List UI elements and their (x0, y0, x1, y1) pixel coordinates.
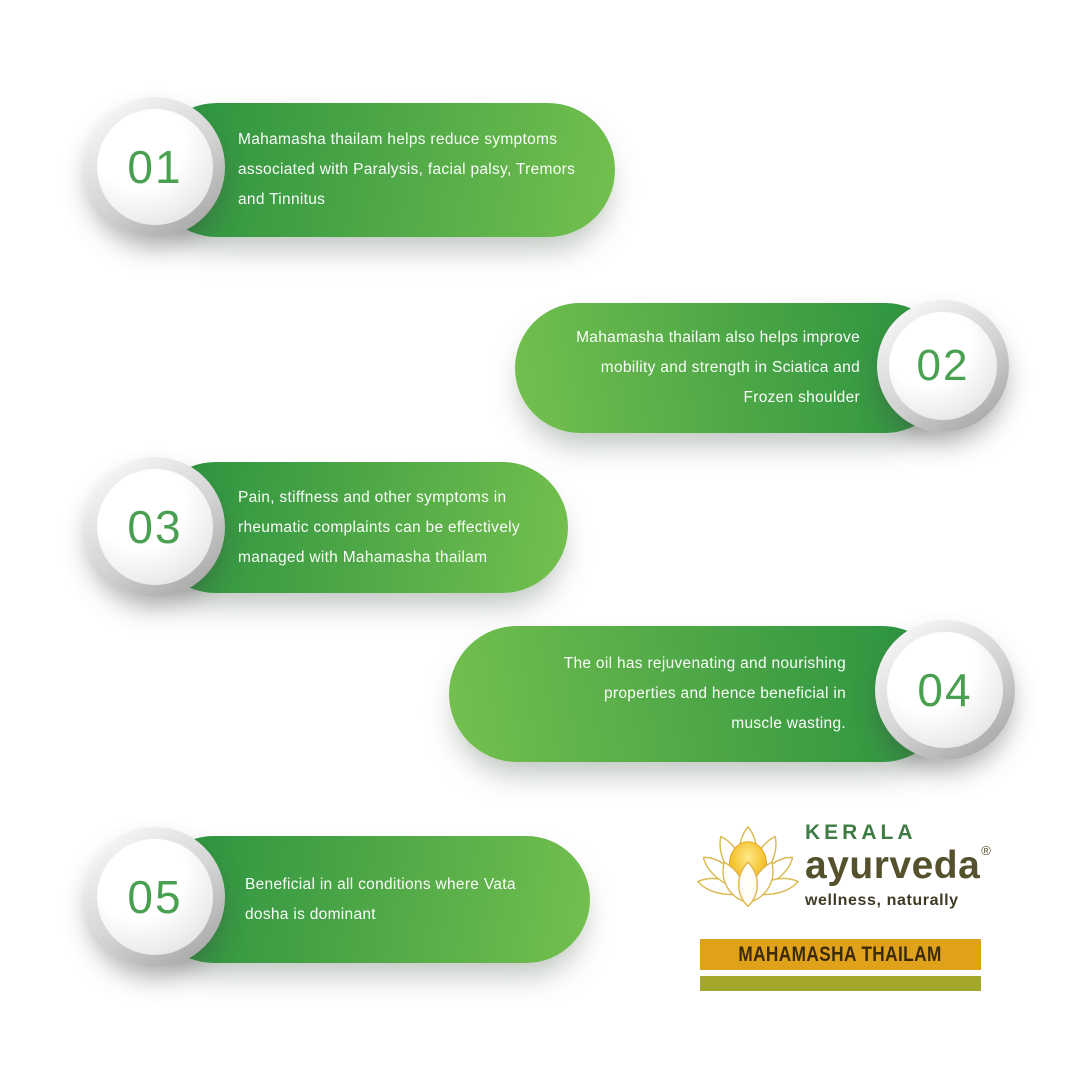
product-name-label: MAHAMASHA THAILAM (738, 942, 943, 966)
lotus-icon (695, 815, 801, 927)
brand-text-block (805, 821, 990, 910)
benefit-text-line: and Tinnitus (238, 191, 326, 208)
benefit-text-line: Frozen shoulder (743, 389, 860, 406)
registered-trademark-symbol: ® (981, 843, 992, 858)
brand-name-kerala: KERALA (805, 821, 917, 844)
benefit-number-badge-5 (85, 827, 225, 967)
benefit-number: 05 (97, 839, 213, 955)
benefit-number: 01 (97, 109, 213, 225)
benefit-text-line: Pain, stiffness and other symptoms in (238, 488, 507, 506)
benefit-text-line: properties and hence beneficial in (604, 685, 846, 702)
benefit-number-badge-1 (85, 97, 225, 237)
brand-tagline: wellness, naturally (805, 892, 959, 909)
benefit-text-line: rheumatic complaints can be effectively (238, 518, 520, 536)
benefit-text-line: Beneficial in all conditions where Vata (245, 875, 516, 893)
benefit-number: 04 (887, 632, 1003, 748)
benefit-number-badge-4 (875, 620, 1015, 760)
benefit-text-line: associated with Paralysis, facial palsy, Tremors (238, 161, 576, 178)
benefit-text-line: dosha is dominant (245, 905, 376, 923)
benefit-number: 02 (889, 312, 997, 420)
benefit-text-line: Mahamasha thailam also helps improve (576, 329, 860, 346)
benefit-text-line: The oil has rejuvenating and nourishing (563, 655, 846, 672)
benefit-text-line: managed with Mahamasha thailam (238, 548, 488, 566)
brand-name-ayurveda (805, 843, 992, 887)
benefit-text-line: mobility and strength in Sciatica and (600, 359, 860, 376)
benefit-text-line: muscle wasting. (731, 715, 846, 732)
kerala-ayurveda-logo (695, 815, 990, 933)
benefit-number-badge-3 (85, 457, 225, 597)
brand-name-ayurveda-text: ayurveda (805, 844, 981, 887)
product-name-banner (700, 939, 981, 970)
benefit-number: 03 (97, 469, 213, 585)
benefit-text-line: Mahamasha thailam helps reduce symptoms (238, 131, 558, 148)
accent-olive-bar (700, 976, 981, 991)
benefit-number-badge-2 (877, 300, 1009, 432)
